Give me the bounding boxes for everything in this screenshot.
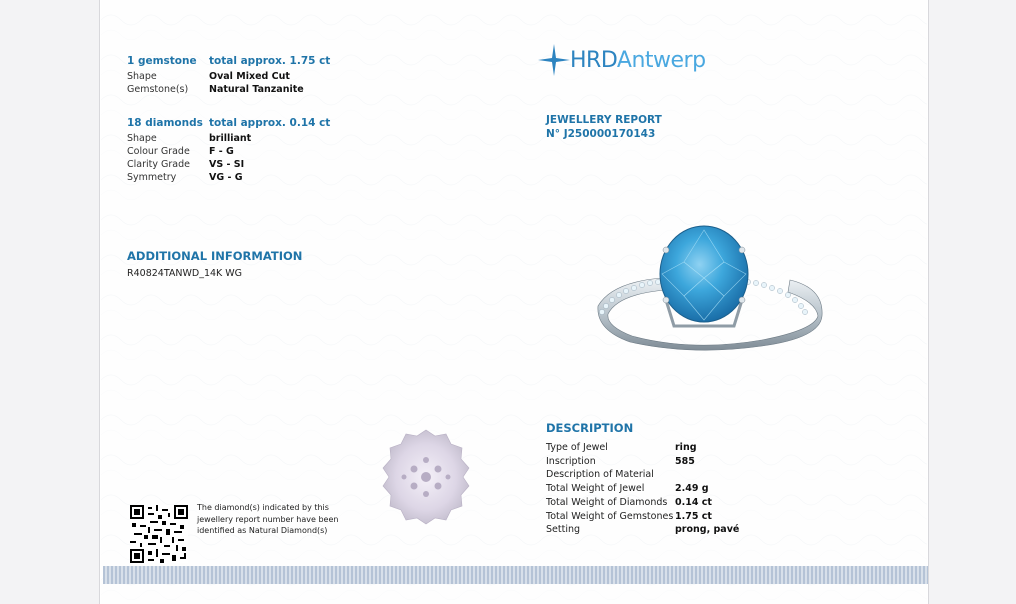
star-icon	[538, 44, 570, 76]
report-heading	[546, 113, 662, 141]
ring-image	[592, 222, 824, 356]
right-page-edge	[928, 0, 1016, 604]
diamonds-key: Symmetry	[127, 172, 177, 183]
diamonds-key: Shape	[127, 133, 157, 144]
diamonds-key: Colour Grade	[127, 146, 190, 157]
description-value: ring	[675, 442, 697, 453]
diamonds-value: brilliant	[209, 133, 252, 144]
description-value: prong, pavé	[675, 524, 740, 536]
gemstone-section	[127, 55, 427, 96]
description-key: Description of Material	[546, 469, 654, 481]
additional-information	[127, 249, 302, 279]
security-band	[103, 566, 928, 584]
gemstone-total: total approx. 1.75 ct	[209, 55, 331, 67]
logo-antwerp: Antwerp	[616, 47, 706, 73]
hrd-antwerp-logo	[538, 44, 706, 76]
description-row	[546, 455, 806, 469]
diamonds-section	[127, 117, 427, 184]
diamonds-value: VG - G	[209, 172, 243, 183]
description-key: Total Weight of Gemstones	[546, 510, 674, 522]
hologram-seal-icon	[377, 428, 475, 526]
diamonds-value: VS - SI	[209, 159, 245, 170]
description-row	[546, 510, 806, 524]
description-key: Setting	[546, 524, 581, 536]
description-value: 1.75 ct	[675, 510, 712, 522]
gemstone-count: 1 gemstone	[127, 55, 197, 67]
diamonds-value: F - G	[209, 146, 234, 157]
gemstone-value: Oval Mixed Cut	[209, 71, 290, 82]
left-page-edge	[0, 0, 100, 604]
description-section	[546, 421, 806, 537]
report-title: JEWELLERY REPORT	[546, 114, 662, 126]
diamonds-count: 18 diamonds	[127, 117, 203, 129]
description-row	[546, 523, 806, 537]
description-row	[546, 441, 806, 455]
description-value: 585	[675, 455, 695, 467]
additional-title: ADDITIONAL INFORMATION	[127, 249, 303, 263]
description-title: DESCRIPTION	[546, 421, 634, 435]
logo-hrd: HRD	[570, 47, 617, 73]
qr-code[interactable]	[130, 505, 188, 563]
qr-note: The diamond(s) indicated by this jewellery report number have been identified as Natural Diamond(s)	[197, 503, 339, 535]
additional-code: R40824TANWD_14K WG	[127, 268, 243, 279]
description-row	[546, 482, 806, 496]
gemstone-key: Gemstone(s)	[127, 84, 189, 95]
gemstone-key: Shape	[127, 71, 157, 82]
gemstone-row	[127, 83, 427, 96]
diamonds-row	[127, 171, 427, 184]
description-key: Total Weight of Jewel	[546, 483, 645, 495]
diamonds-row	[127, 158, 427, 171]
description-row	[546, 496, 806, 510]
description-value: 0.14 ct	[675, 496, 712, 508]
description-row	[546, 468, 806, 482]
description-value: 2.49 g	[675, 483, 709, 495]
diamonds-row	[127, 145, 427, 158]
diamonds-key: Clarity Grade	[127, 159, 190, 170]
gemstone-value: Natural Tanzanite	[209, 84, 304, 95]
description-key: Type of Jewel	[546, 442, 608, 453]
report-number: N° J250000170143	[546, 128, 656, 140]
description-key: Inscription	[546, 455, 596, 467]
description-key: Total Weight of Diamonds	[546, 496, 668, 508]
diamonds-row	[127, 132, 427, 145]
diamonds-total: total approx. 0.14 ct	[209, 117, 331, 129]
gemstone-row	[127, 70, 427, 83]
